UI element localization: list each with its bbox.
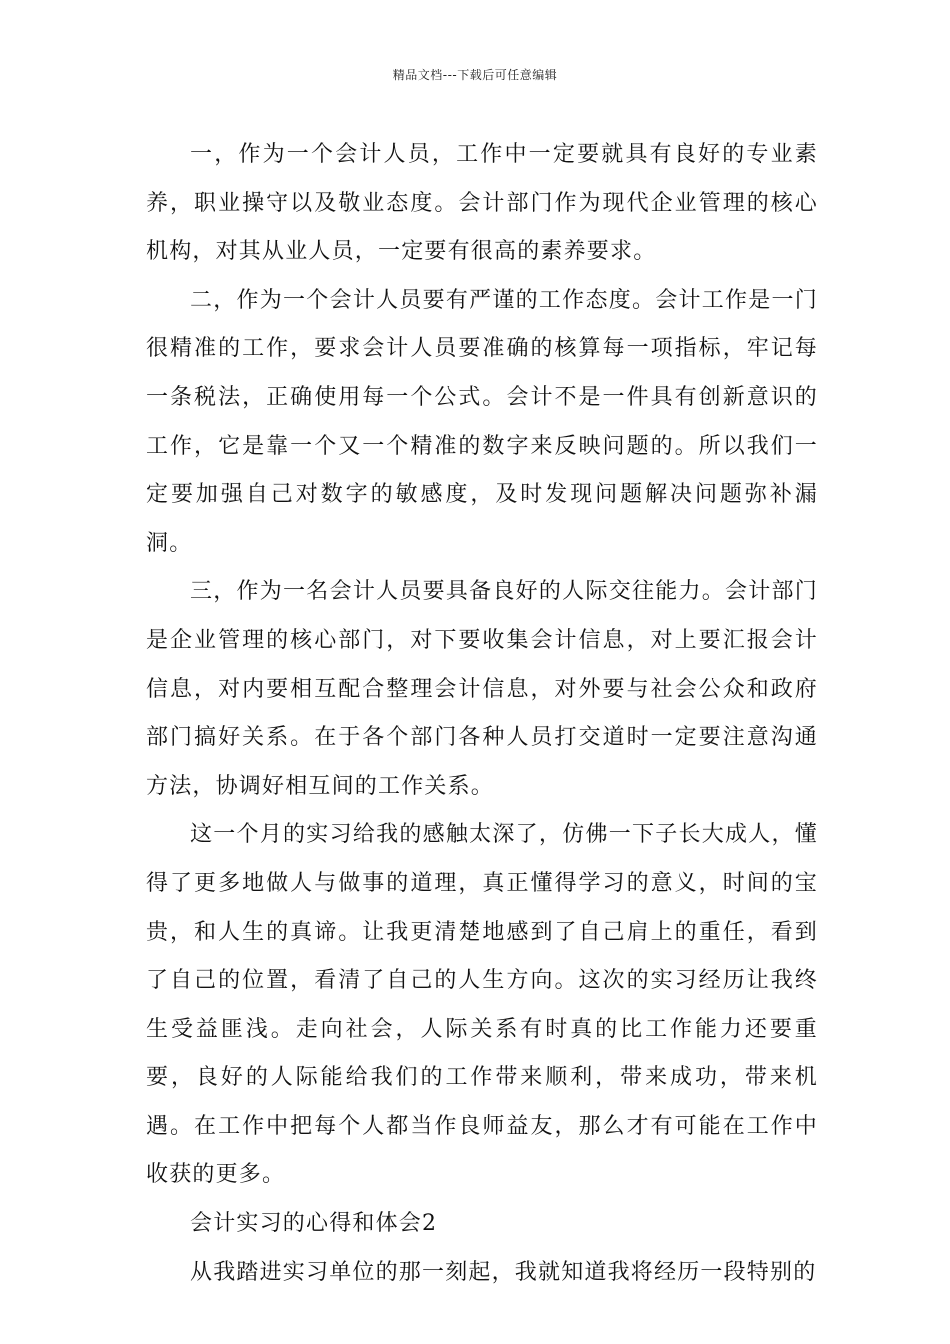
paragraph-2: 二，作为一个会计人员要有严谨的工作态度。会计工作是一门很精准的工作，要求会计人员要准确的核算每一项指标，牢记每一条税法，正确使用每一个公式。会计不是一件具有创新意识的工作，它是靠一个又一个精准的数字来反映问题的。所以我们一定要加强自己对数字的敏感度，及时发现问题解决问题弥补漏洞。 — [146, 287, 818, 556]
document-body — [146, 131, 818, 1297]
paragraph-1: 一，作为一个会计人员，工作中一定要就具有良好的专业素养，职业操守以及敬业态度。会计部门作为现代企业管理的核心机构，对其从业人员，一定要有很高的素养要求。 — [146, 142, 818, 265]
paragraph-4: 这一个月的实习给我的感触太深了，仿佛一下子长大成人，懂得了更多地做人与做事的道理，真正懂得学习的意义，时间的宝贵，和人生的真谛。让我更清楚地感到了自己肩上的重任，看到了自己的位置，看清了自己的人生方向。这次的实习经历让我终生受益匪浅。走向社会，人际关系有时真的比工作能力还要重要，良好的人际能给我们的工作带来顺利，带来成功，带来机遇。在工作中把每个人都当作良师益友，那么才有可能在工作中收获的更多。 — [146, 822, 818, 1188]
paragraph-5: 从我踏进实习单位的那一刻起，我就知道我将经历一段特别的 — [190, 1259, 817, 1285]
section-heading: 会计实习的心得和体会2 — [190, 1211, 438, 1237]
paragraph-3: 三，作为一名会计人员要具备良好的人际交往能力。会计部门是企业管理的核心部门，对下要收集会计信息，对上要汇报会计信息，对内要相互配合整理会计信息，对外要与社会公众和政府部门搞好关系。在于各个部门各种人员打交道时一定要注意沟通方法，协调好相互间的工作关系。 — [146, 579, 818, 799]
page-header: 精品文档---下载后可任意编辑 — [392, 68, 558, 82]
